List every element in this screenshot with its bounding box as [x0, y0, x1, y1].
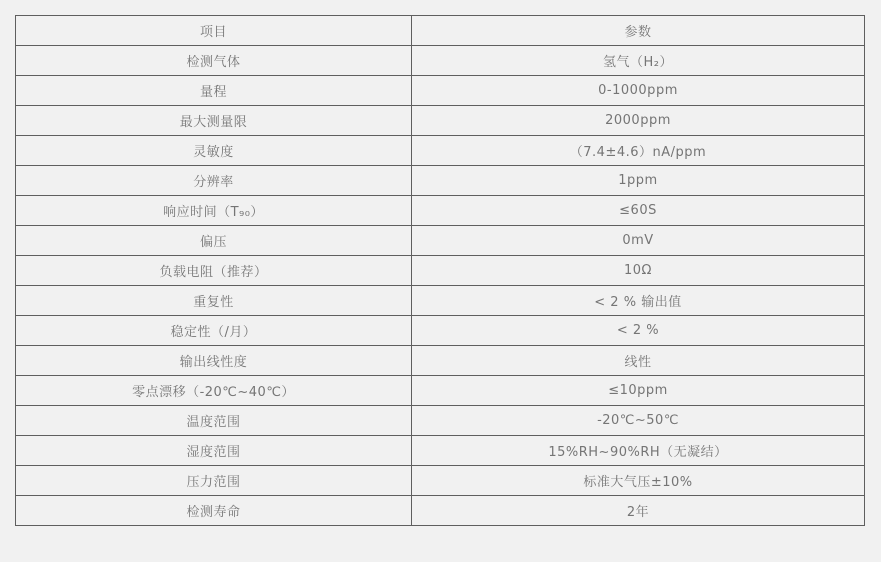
- item-cell: 温度范围: [16, 406, 412, 436]
- item-cell: 压力范围: [16, 466, 412, 496]
- table-row: [16, 256, 865, 286]
- column-header-value: 参数: [412, 16, 865, 46]
- table-row: [16, 496, 865, 526]
- item-cell: 分辨率: [16, 166, 412, 196]
- table-row: [16, 196, 865, 226]
- table-row: [16, 76, 865, 106]
- item-cell: 负载电阻（推荐）: [16, 256, 412, 286]
- table-row: [16, 316, 865, 346]
- value-cell: 2年: [412, 496, 865, 526]
- value-cell: < 2 % 输出值: [412, 286, 865, 316]
- item-cell: 重复性: [16, 286, 412, 316]
- item-cell: 零点漂移（-20℃~40℃）: [16, 376, 412, 406]
- item-cell: 检测气体: [16, 46, 412, 76]
- table-row: [16, 166, 865, 196]
- value-cell: 0mV: [412, 226, 865, 256]
- table-row: [16, 376, 865, 406]
- table-row: [16, 466, 865, 496]
- value-cell: 标准大气压±10%: [412, 466, 865, 496]
- table-row: [16, 436, 865, 466]
- table-row: [16, 46, 865, 76]
- table-row: [16, 406, 865, 436]
- item-cell: 量程: [16, 76, 412, 106]
- value-cell: （7.4±4.6）nA/ppm: [412, 136, 865, 166]
- value-cell: ≤10ppm: [412, 376, 865, 406]
- value-cell: ≤60S: [412, 196, 865, 226]
- value-cell: -20℃~50℃: [412, 406, 865, 436]
- item-cell: 偏压: [16, 226, 412, 256]
- item-cell: 最大测量限: [16, 106, 412, 136]
- value-cell: < 2 %: [412, 316, 865, 346]
- specification-table: [15, 15, 865, 526]
- table-row: [16, 226, 865, 256]
- value-cell: 15%RH~90%RH（无凝结）: [412, 436, 865, 466]
- item-cell: 湿度范围: [16, 436, 412, 466]
- value-cell: 线性: [412, 346, 865, 376]
- column-header-item: 项目: [16, 16, 412, 46]
- value-cell: 0-1000ppm: [412, 76, 865, 106]
- value-cell: 1ppm: [412, 166, 865, 196]
- table-row: [16, 136, 865, 166]
- table-row: [16, 346, 865, 376]
- value-cell: 10Ω: [412, 256, 865, 286]
- item-cell: 稳定性（/月）: [16, 316, 412, 346]
- value-cell: 氢气（H₂）: [412, 46, 865, 76]
- table-row: [16, 106, 865, 136]
- item-cell: 响应时间（T₉₀）: [16, 196, 412, 226]
- item-cell: 输出线性度: [16, 346, 412, 376]
- item-cell: 检测寿命: [16, 496, 412, 526]
- value-cell: 2000ppm: [412, 106, 865, 136]
- table-header-row: [16, 16, 865, 46]
- item-cell: 灵敏度: [16, 136, 412, 166]
- table-row: [16, 286, 865, 316]
